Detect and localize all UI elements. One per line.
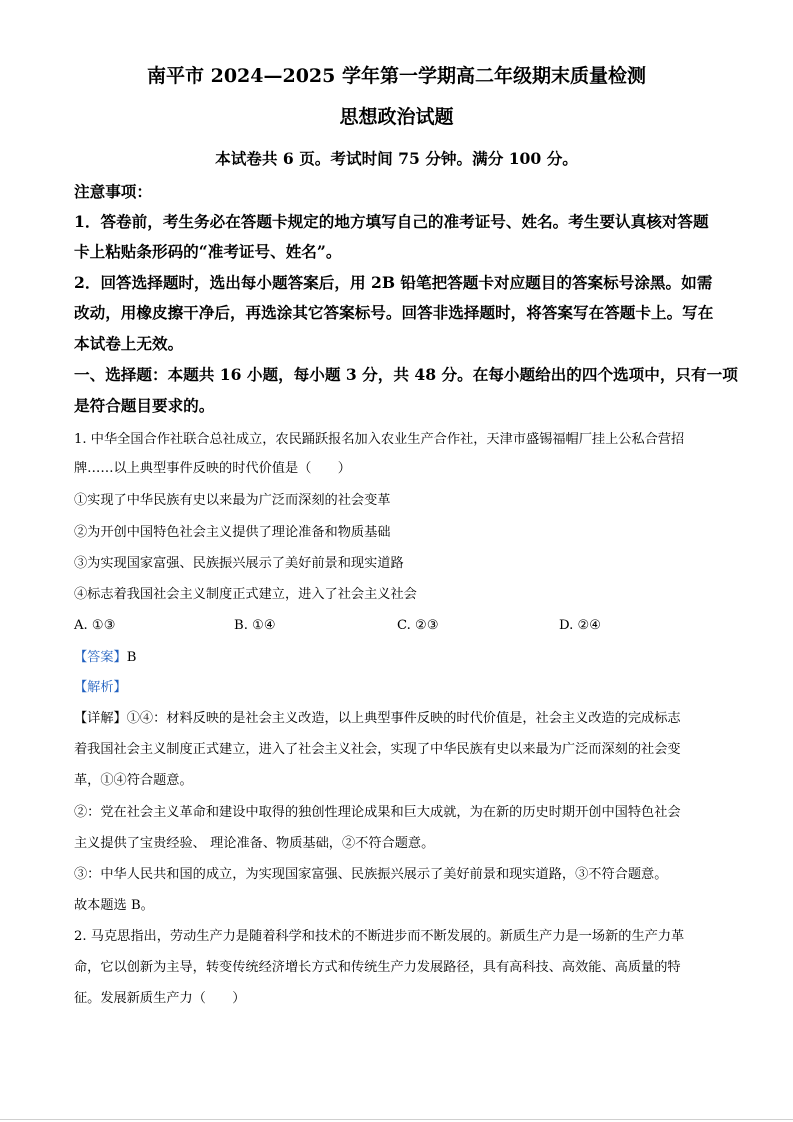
answer-label: 【答案】 bbox=[74, 650, 127, 665]
question-stem: 征。发展新质生产力（ ） bbox=[74, 991, 246, 1006]
option-d: D. ②④ bbox=[559, 618, 602, 633]
exam-info: 本试卷共 6 页。考试时间 75 分钟。满分 100 分。 bbox=[215, 149, 578, 168]
detail-line: 故本题选 B。 bbox=[74, 898, 154, 913]
section-heading: 一、选择题：本题共 16 小题，每小题 3 分，共 48 分。在每小题给出的四个选项中，只有一项 bbox=[74, 365, 738, 384]
question-statement: ①实现了中华民族有史以来最为广泛而深刻的社会变革 bbox=[74, 493, 391, 508]
question-statement: ②为开创中国特色社会主义提供了理论准备和物质基础 bbox=[74, 525, 391, 540]
answer-line bbox=[74, 647, 724, 669]
section-heading: 是符合题目要求的。 bbox=[74, 396, 215, 415]
detail-line: ③：中华人民共和国的成立，为实现国家富强、民族振兴展示了美好前景和现实道路，③不符合题意。 bbox=[74, 867, 668, 882]
exam-title: 南平市 2024—2025 学年第一学期高二年级期末质量检测 bbox=[147, 65, 646, 87]
exam-subtitle: 思想政治试题 bbox=[339, 106, 454, 128]
answer-value: B bbox=[126, 650, 137, 665]
detail-label: 【详解】 bbox=[74, 711, 127, 726]
question-stem: 牌……以上典型事件反映的时代价值是（ ） bbox=[74, 461, 351, 476]
question-statement: ④标志着我国社会主义制度正式建立，进入了社会主义社会 bbox=[74, 587, 417, 602]
notice-line: 1．答卷前，考生务必在答题卡规定的地方填写自己的准考证号、姓名。考生要认真核对答题 bbox=[74, 212, 709, 231]
detail-line: 主义提供了宝贵经验、 理论准备、物质基础，②不符合题意。 bbox=[74, 836, 435, 851]
question-stem: 命，它以创新为主导，转变传统经济增长方式和传统生产力发展路径，具有高科技、高效能、高质量的特 bbox=[74, 960, 681, 975]
notice-line: 改动，用橡皮擦干净后，再选涂其它答案标号。回答非选择题时，将答案写在答题卡上。写在 bbox=[74, 303, 714, 322]
notice-line: 本试卷上无效。 bbox=[74, 334, 184, 353]
notice-line: 卡上粘贴条形码的“准考证号、姓名”。 bbox=[74, 242, 342, 261]
notice-heading: 注意事项： bbox=[74, 182, 152, 201]
question-statement: ③为实现国家富强、民族振兴展示了美好前景和现实道路 bbox=[74, 556, 404, 571]
detail-line: ②：党在社会主义革命和建设中取得的独创性理论成果和巨大成就，为在新的历史时期开创中国特色社会 bbox=[74, 805, 681, 820]
option-b: B. ①④ bbox=[234, 618, 276, 633]
detail-line bbox=[74, 708, 724, 730]
option-c: C. ②③ bbox=[397, 618, 439, 633]
detail-line: 着我国社会主义制度正式建立，进入了社会主义社会，实现了中华民族有史以来最为广泛而深刻的社会变 bbox=[74, 742, 681, 757]
question-stem: 2. 马克思指出，劳动生产力是随着科学和技术的不断进步而不断发展的。新质生产力是一场新的生产力革 bbox=[74, 929, 685, 944]
question-stem: 1. 中华全国合作社联合总社成立，农民踊跃报名加入农业生产合作社，天津市盛锡福帽厂挂上公私合营招 bbox=[74, 432, 685, 447]
page-bottom-divider bbox=[0, 1119, 793, 1120]
analysis-label: 【解析】 bbox=[74, 680, 127, 695]
detail-text: ①④：材料反映的是社会主义改造，以上典型事件反映的时代价值是，社会主义改造的完成标志 bbox=[126, 711, 681, 726]
option-a: A. ①③ bbox=[74, 618, 116, 633]
detail-line: 革，①④符合题意。 bbox=[74, 773, 193, 788]
notice-line: 2．回答选择题时，选出每小题答案后，用 2B 铅笔把答题卡对应题目的答案标号涂黑。如需 bbox=[74, 273, 713, 292]
